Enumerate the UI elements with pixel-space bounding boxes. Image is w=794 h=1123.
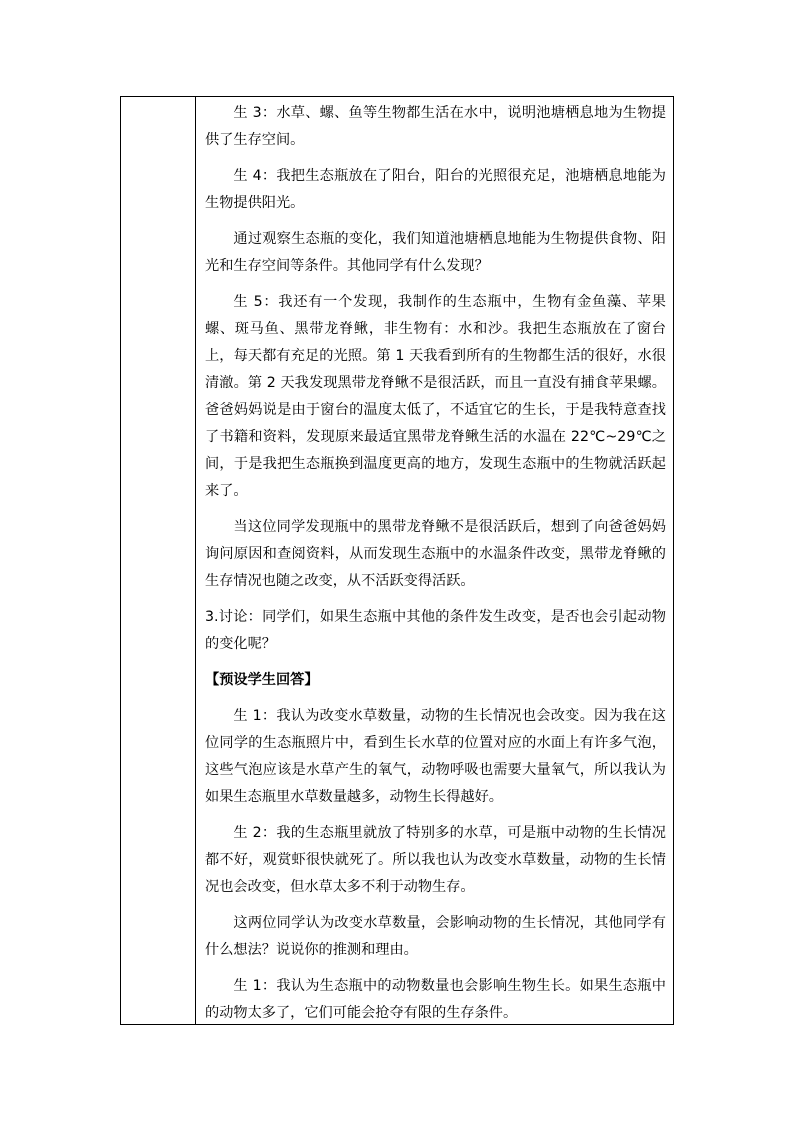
lesson-table: [120, 96, 674, 1025]
paragraph-answer-student2: 生 2：我的生态瓶里就放了特别多的水草，可是瓶中动物的生长情况都不好，观赏虾很快就死了。所以我也认为改变水草数量，动物的生长情况也会改变，但水草太多不利于动物生存。: [205, 825, 666, 895]
paragraph-discussion: 3.讨论：同学们，如果生态瓶中其他的条件发生改变，是否也会引起动物的变化呢？: [205, 609, 666, 652]
paragraph-teacher-prompt: 这两位同学认为改变水草数量，会影响动物的生长情况，其他同学有什么想法？说说你的推测和理由。: [205, 915, 666, 958]
section-heading-preset-answers: 【预设学生回答】: [205, 672, 319, 688]
table-left-column: [121, 97, 196, 1024]
paragraph-teacher-summary: 通过观察生态瓶的变化，我们知道池塘栖息地能为生物提供食物、阳光和生存空间等条件。其他同学有什么发现？: [205, 231, 666, 274]
table-content-cell: [197, 97, 673, 1024]
paragraph-student3: 生 3：水草、螺、鱼等生物都生活在水中，说明池塘栖息地为生物提供了生存空间。: [205, 105, 666, 148]
paragraph-student4: 生 4：我把生态瓶放在了阳台，阳台的光照很充足，池塘栖息地能为生物提供阳光。: [205, 168, 666, 211]
paragraph-answer-student1: 生 1：我认为改变水草数量，动物的生长情况也会改变。因为我在这位同学的生态瓶照片中，看到生长水草的位置对应的水面上有许多气泡，这些气泡应该是水草产生的氧气，动物呼吸也需要大量氧气，所以我认为如果生态瓶里水草数量越多，动物生长得越好。: [205, 708, 666, 805]
paragraph-answer-student1-animals: 生 1：我认为生态瓶中的动物数量也会影响生物生长。如果生态瓶中的动物太多了，它们可能会抢夺有限的生存条件。: [205, 978, 666, 1021]
paragraph-student5: 生 5：我还有一个发现，我制作的生态瓶中，生物有金鱼藻、苹果螺、斑马鱼、黑带龙脊鳅，非生物有：水和沙。我把生态瓶放在了窗台上，每天都有充足的光照。第 1 天我看到所有的生物都生活的很好，水很清澈。第 2 天我发现黑带龙脊鳅不是很活跃，而且一直没有捕食苹果螺。爸爸妈妈说是由于窗台的温度太低了，不适宜它的生长，于是我特意查找了书籍和资料，发现原来最适宜黑带龙脊鳅生活的水温在 22℃~29℃之间，于是我把生态瓶换到温度更高的地方，发现生态瓶中的生物就活跃起来了。: [205, 294, 666, 499]
paragraph-teacher-comment: 当这位同学发现瓶中的黑带龙脊鳅不是很活跃后，想到了向爸爸妈妈询问原因和查阅资料，从而发现生态瓶中的水温条件改变，黑带龙脊鳅的生存情况也随之改变，从不活跃变得活跃。: [205, 519, 666, 589]
